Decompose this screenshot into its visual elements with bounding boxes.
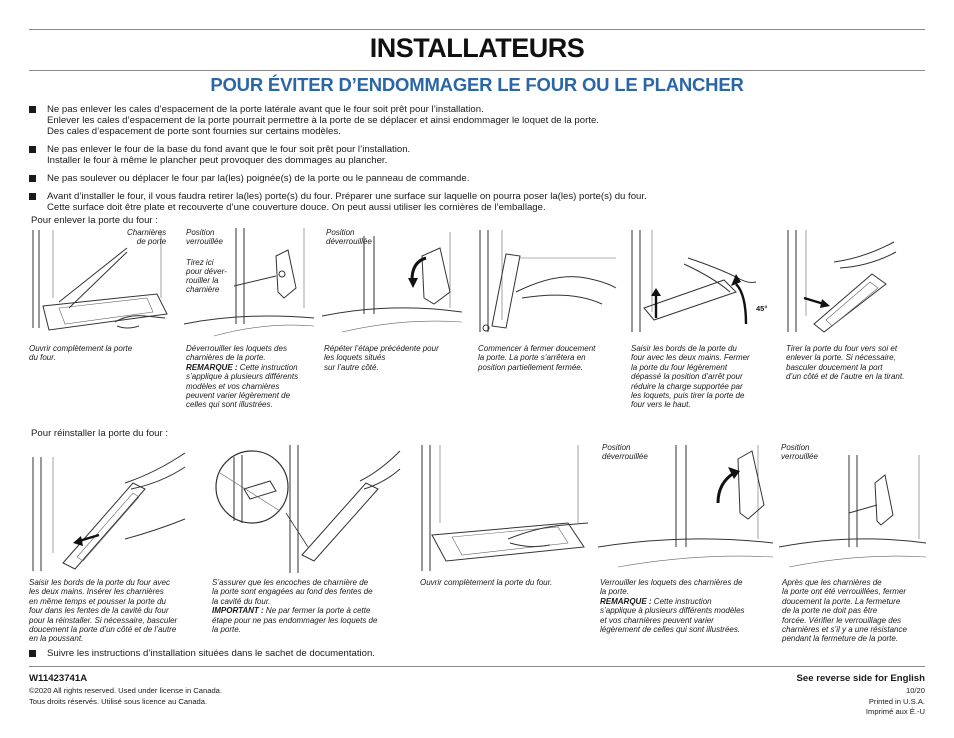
bullet-square-icon (29, 193, 36, 200)
warning-item: Ne pas enlever les cales d’espacement de la porte latérale avant que le four soit prêt pour l’installation. Enlever les cales d’espacement de la porte pourrait permettre à la porte de se déplacer et ainsi endommager le loquet de la porte. Des cales d’espacement de porte sont fournies sur certains modèles. (29, 104, 925, 137)
remove-step-2-caption: Déverrouiller les loquets des charnières de la porte. REMARQUE : Cette instruction s’applique à plusieurs différents modèles et vos charnières peuvent varier légèrement de celles qui sont illustrées. (186, 344, 299, 410)
remove-step-3-illustration: Position déverrouillée (322, 228, 462, 338)
remove-step-2-illustration: Position verrouillée Tirez ici pour déver- rouiller la charnière (184, 228, 314, 338)
warning-item: Ne pas enlever le four de la base du fond avant que le four soit prêt pour l’installation. Installer le four à même le plancher peut provoquer des dommages au plancher. (29, 144, 925, 166)
remove-step-4-caption: Commencer à fermer doucement la porte. La porte s’arrêtera en position partiellement fermée. (478, 344, 596, 372)
reinstall-step-4-illustration: Position déverrouillée (598, 443, 773, 575)
footer-rule (29, 666, 925, 667)
remove-section-label: Pour enlever la porte du four : (31, 215, 158, 226)
warning-item: Avant d’installer le four, il vous faudra retirer la(les) porte(s) du four. Préparer une surface sur laquelle on pourra poser la(les) porte(s) du four. Cette surface doit être plate et recouverte d’une couverture douce. On peut aussi utiliser les cornières de l’emballage. (29, 191, 925, 213)
remove-step-5-illustration: 45° (628, 228, 772, 338)
reinstall-step-5-illustration: Position verrouillée (779, 443, 926, 575)
reinstall-step-3-illustration (418, 443, 593, 575)
top-rule (29, 29, 925, 30)
page-title: INSTALLATEURS (369, 33, 585, 63)
title-rule (29, 70, 925, 71)
reinstall-step-2-illustration (210, 443, 410, 575)
warning-item: Ne pas soulever ou déplacer le four par la(les) poignée(s) de la porte ou le panneau de commande. (29, 173, 925, 184)
remove-step-6-caption: Tirer la porte du four vers soi et enlever la porte. Si nécessaire, basculer doucement la port d’un côté et de l’autre en la tirant. (786, 344, 905, 382)
print-info: 10/20 Printed in U.S.A. Imprimé aux É.-U (865, 686, 925, 717)
remove-step-4-illustration (476, 228, 620, 338)
reverse-side-note: See reverse side for English (796, 673, 925, 684)
documentation-note: Suivre les instructions d’installation situées dans le sachet de documentation. (29, 648, 375, 659)
bullet-square-icon (29, 106, 36, 113)
bullet-square-icon (29, 650, 36, 657)
remove-step-1-caption: Ouvrir complètement la porte du four. (29, 344, 133, 363)
reinstall-step-2-caption: S’assurer que les encoches de charnière de la porte sont engagées au fond des fentes de la cavité du four. IMPORTANT : Ne par fermer la porte à cette étape pour ne pas endommager les loquets de la porte. (212, 578, 378, 635)
bullet-square-icon (29, 175, 36, 182)
reinstall-step-4-caption: Verrouiller les loquets des charnières de la porte. REMARQUE : Cette instruction s’applique à plusieurs différents modèles et vos charnières peuvent varier légèrement de celles qui sont illustrées. (600, 578, 745, 635)
reinstall-section-label: Pour réinstaller la porte du four : (31, 428, 169, 439)
bullet-square-icon (29, 146, 36, 153)
remove-step-6-illustration (784, 228, 926, 338)
part-number: W11423741A (29, 673, 88, 684)
reinstall-step-1-caption: Saisir les bords de la porte du four avec les deux mains. Insérer les charnières en même temps et pousser la porte du four dans les fentes de la cavité du four pour la réinstaller. Si nécessaire, basculer doucement la porte d’un côté et de l’autre en la poussant. (29, 578, 178, 644)
reinstall-step-3-caption: Ouvrir complètement la porte du four. (420, 578, 553, 587)
page-subtitle: POUR ÉVITER D’ENDOMMAGER LE FOUR OU LE PLANCHER (210, 74, 744, 95)
warning-list (29, 104, 925, 220)
reinstall-step-1-illustration (29, 443, 204, 575)
remove-step-5-caption: Saisir les bords de la porte du four avec les deux mains. Fermer la porte du four légèrement dépassé la position d’arrêt pour réduire la charge supportée par les loquets, puis tirer la porte de four vers le haut. (631, 344, 750, 410)
reinstall-step-5-caption: Après que les charnières de la porte ont été verrouillées, fermer doucement la porte. La fermeture de la porte ne doit pas être forcée. Vérifier le verrouillage des charnières et s’il y a une résistance pendant la fermeture de la porte. (782, 578, 907, 644)
remove-step-3-caption: Répéter l’étape précédente pour les loquets situés sur l’autre côté. (324, 344, 439, 372)
remove-step-1-illustration: Charnières de porte (29, 228, 169, 338)
copyright: ©2020 All rights reserved. Used under license in Canada. Tous droits réservés. Utilisé sous licence au Canada. (29, 686, 223, 706)
